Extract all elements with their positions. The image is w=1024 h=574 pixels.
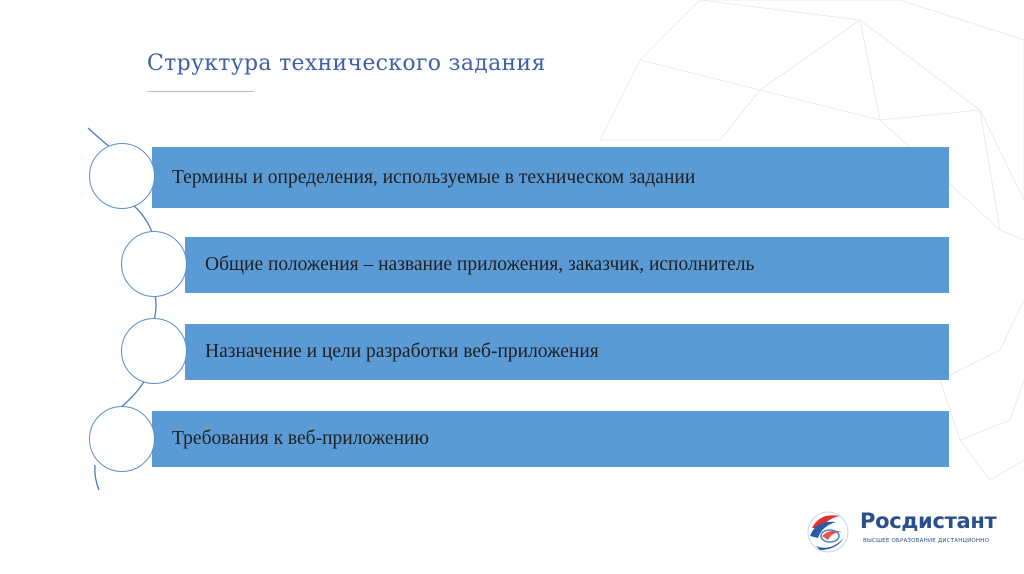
bullet-circle — [89, 143, 155, 209]
list-item-text: Термины и определения, используемые в техническом задании — [172, 166, 696, 188]
list-item-text: Назначение и цели разработки веб-приложения — [205, 341, 599, 362]
list-item — [152, 147, 949, 208]
bullet-circle — [121, 231, 187, 297]
slide-title: Структура технического задания — [147, 51, 546, 76]
logo-name: Росдистант — [860, 509, 997, 533]
logo-emblem-icon — [806, 506, 854, 556]
list-item-text: Общие положения – название приложения, заказчик, исполнитель — [205, 254, 755, 275]
list-item-text: Требования к веб-приложению — [172, 428, 430, 449]
bullet-circle — [121, 318, 187, 384]
list-item — [185, 237, 949, 293]
bullet-circle — [89, 406, 155, 472]
list-item — [185, 324, 949, 380]
list-item — [152, 411, 949, 467]
rosdistant-logo — [806, 506, 1006, 556]
logo-tagline: ВЫСШЕЕ ОБРАЗОВАНИЕ ДИСТАНЦИОННО — [863, 538, 990, 544]
